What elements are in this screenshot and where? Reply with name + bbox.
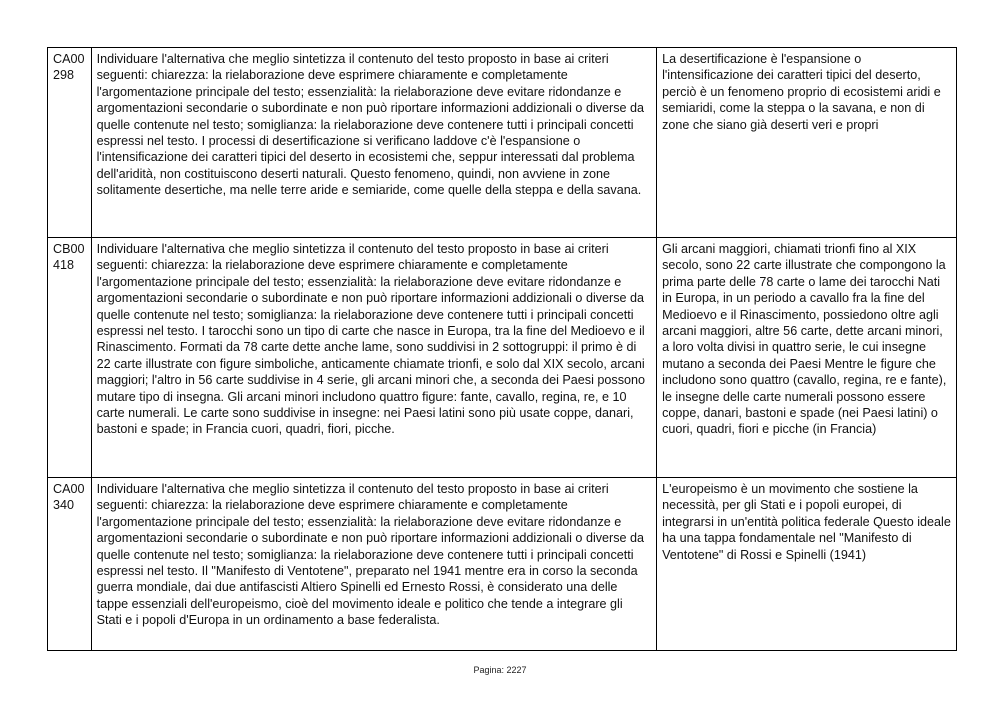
answer-text: La desertificazione è l'espansione o l'intensificazione dei caratteri tipici del deserto, perciò è un fenomeno proprio di ecosistemi aridi e semiaridi, come la steppa o la savana, e non di zone che siano già deserti veri e propri [657,48,957,238]
question-text: Individuare l'alternativa che meglio sintetizza il contenuto del testo proposto in base ai criteri seguenti: chiarezza: la rielaborazione deve esprimere chiaramente e completamente l'argomentazione principale del testo; essenzialità: la rielaborazione deve evitare ridondanze e argomentazioni secondarie o subordinate e non può riportare informazioni addizionali o diverse da quelle contenute nel testo; somiglianza: la rielaborazione deve contenere tutti i principali concetti espressi nel testo. I processi di desertificazione si verificano laddove c'è l'espansione o l'intensificazione dei caratteri tipici del deserto in ecosistemi che, seppur interessati dal problema dell'aridità, non costituiscono deserti naturali. Questo fenomeno, quindi, non avviene in zone solitamente desertiche, ma nelle terre aride e semiaride, come quelle della steppa e della savana. [91,48,657,238]
question-id: CA00298 [48,48,92,238]
page-number: Pagina: 2227 [473,665,527,675]
table-row [48,238,957,478]
questions-table [47,47,957,651]
table-row [48,48,957,238]
answer-text: L'europeismo è un movimento che sostiene la necessità, per gli Stati e i popoli europei, di integrarsi in un'entità politica federale Questo ideale ha una tappa fondamentale nel "Manifesto di Ventotene" di Rossi e Spinelli (1941) [657,478,957,651]
question-text: Individuare l'alternativa che meglio sintetizza il contenuto del testo proposto in base ai criteri seguenti: chiarezza: la rielaborazione deve esprimere chiaramente e completamente l'argomentazione principale del testo; essenzialità: la rielaborazione deve evitare ridondanze e argomentazioni secondarie o subordinate e non può riportare informazioni addizionali o diverse da quelle contenute nel testo; somiglianza: la rielaborazione deve contenere tutti i principali concetti espressi nel testo. Il "Manifesto di Ventotene", preparato nel 1941 mentre era in corso la seconda guerra mondiale, dai due antifascisti Altiero Spinelli ed Ernesto Rossi, è considerato una delle tappe essenziali dell'europeismo, cioè del movimento ideale e politico che tende a integrare gli Stati e i popoli d'Europa in un ordinamento a base federalista. [91,478,657,651]
question-id: CB00418 [48,238,92,478]
question-id: CA00340 [48,478,92,651]
table-row [48,478,957,651]
question-text: Individuare l'alternativa che meglio sintetizza il contenuto del testo proposto in base ai criteri seguenti: chiarezza: la rielaborazione deve esprimere chiaramente e completamente l'argomentazione principale del testo; essenzialità: la rielaborazione deve evitare ridondanze e argomentazioni secondarie o subordinate e non può riportare informazioni addizionali o diverse da quelle contenute nel testo; somiglianza: la rielaborazione deve contenere tutti i principali concetti espressi nel testo. I tarocchi sono un tipo di carte che nasce in Europa, tra la fine del Medioevo e il Rinascimento. Formati da 78 carte dette anche lame, sono suddivisi in 2 sottogruppi: il primo è di 22 carte illustrate con figure simboliche, anticamente chiamate trionfi, e solo dal XIX secolo, arcani maggiori; l'altro in 56 carte suddivise in 4 serie, gli arcani minori che, a seconda dei Paesi possono mutare tipo di insegna. Gli arcani minori includono quattro figure: fante, cavallo, regina, re, e 10 carte numerali. Le carte sono suddivise in insegne: nei Paesi latini sono più usate coppe, danari, bastoni e spade; in Francia cuori, quadri, fiori, picche. [91,238,657,478]
answer-text: Gli arcani maggiori, chiamati trionfi fino al XIX secolo, sono 22 carte illustrate che compongono la prima parte delle 78 carte o lame dei tarocchi Nati in Europa, in un periodo a cavallo fra la fine del Medioevo e il Rinascimento, possiedono oltre agli arcani maggiori, altre 56 carte, dette arcani minori, a loro volta divisi in quattro serie, le cui insegne mutano a seconda dei Paesi Mentre le figure che includono sono quattro (cavallo, regina, re e fante), le insegne delle carte numerali possono essere coppe, danari, bastoni e spade (nei Paesi latini) o cuori, quadri, fiori e picche (in Francia) [657,238,957,478]
